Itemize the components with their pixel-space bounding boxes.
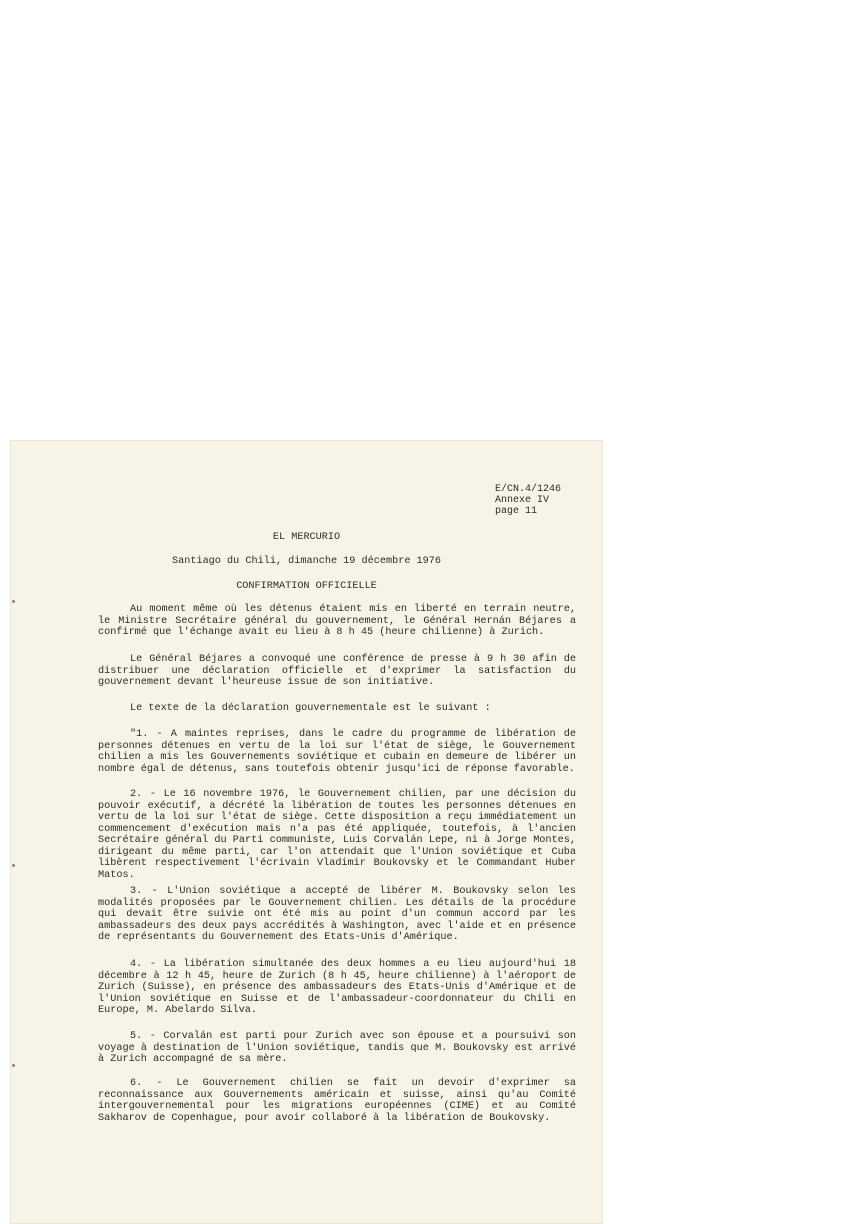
paragraph-5: 2. - Le 16 novembre 1976, le Gouvernement chilien, par une décision du pouvoir exécutif, a décrété la libération de toutes les personnes détenues en vertu de la loi sur l'état de siège. Cette disposition a reçu immédiatement un commencement d'exécution mais n'a pas été appliquée, toutefois, à l'ancien Secrétaire général du Parti communiste, Luis Corvalán Lepe, ni à Jorge Montes, dirigeant du même parti, car l'on attendait que l'Union soviétique et Cuba libèrent respectivement l'écrivain Vladimir Boukovsky et le Commandant Huber Matos. bbox=[98, 789, 576, 881]
paragraph-8: 5. - Corvalán est parti pour Zurich avec son épouse et a poursuivi son voyage à destination de l'Union soviétique, tandis que M. Boukovsky est arrivé à Zurich accompagné de sa mère. bbox=[98, 1031, 576, 1065]
document-body bbox=[10, 440, 603, 1224]
section-heading: CONFIRMATION OFFICIELLE bbox=[236, 581, 377, 592]
annex-line: Annexe IV bbox=[495, 495, 550, 506]
dateline: Santiago du Chili, dimanche 19 décembre 1976 bbox=[172, 556, 441, 567]
paragraph-6: 3. - L'Union soviétique a accepté de libérer M. Boukovsky selon les modalités proposées par le Gouvernement chilien. Les détails de la procédure qui devait être suivie ont été mis au point d'un commun accord par les ambassadeurs des deux pays accrédités à Washington, avec l'aide et en présence de représentants du Gouvernement des Etats-Unis d'Amérique. bbox=[98, 886, 576, 943]
document-symbol bbox=[495, 484, 561, 517]
punch-hole-mark bbox=[12, 600, 15, 603]
paragraph-2: Le Général Béjares a convoqué une conférence de presse à 9 h 30 afin de distribuer une déclaration officielle et d'exprimer la satisfaction du gouvernement devant l'heureuse issue de son initiative. bbox=[98, 654, 576, 688]
page-number-line: page 11 bbox=[495, 506, 538, 517]
paragraph-3: Le texte de la déclaration gouvernementale est le suivant : bbox=[130, 703, 491, 714]
punch-hole-mark bbox=[12, 1064, 15, 1067]
paragraph-1: Au moment même où les détenus étaient mis en liberté en terrain neutre, le Ministre Secrétaire général du gouvernement, le Général Hernán Béjares a confirmé que l'échange avait eu lieu à 8 h 45 (heure chilienne) à Zurich. bbox=[98, 604, 576, 638]
paragraph-9: 6. - Le Gouvernement chilien se fait un devoir d'exprimer sa reconnaissance aux Gouvernements américain et suisse, ainsi qu'au Comité intergouvernemental pour les migrations européennes (CIME) et au Comité Sakharov de Copenhague, pour avoir collaboré à la libération de Boukovsky. bbox=[98, 1078, 576, 1124]
paragraph-7: 4. - La libération simultanée des deux hommes a eu lieu aujourd'hui 18 décembre à 12 h 45, heure de Zurich (8 h 45, heure chilienne) à l'aéroport de Zurich (Suisse), en présence des ambassadeurs des Etats-Unis d'Amérique et de l'Union soviétique en Suisse et de l'ambassadeur-coordonnateur du Chili en Europe, M. Abelardo Silva. bbox=[98, 959, 576, 1016]
newspaper-title: EL MERCURIO bbox=[272, 532, 341, 543]
punch-hole-mark bbox=[12, 864, 15, 867]
paragraph-4: "1. - A maintes reprises, dans le cadre du programme de libération de personnes détenues en vertu de la loi sur l'état de siège, le Gouvernement chilien a mis les Gouvernements soviétique et cubain en demeure de libérer un nombre égal de détenus, sans toutefois obtenir jusqu'ici de réponse favorable. bbox=[98, 729, 576, 775]
symbol-line: E/CN.4/1246 bbox=[495, 484, 562, 495]
scanned-page bbox=[10, 440, 603, 1224]
